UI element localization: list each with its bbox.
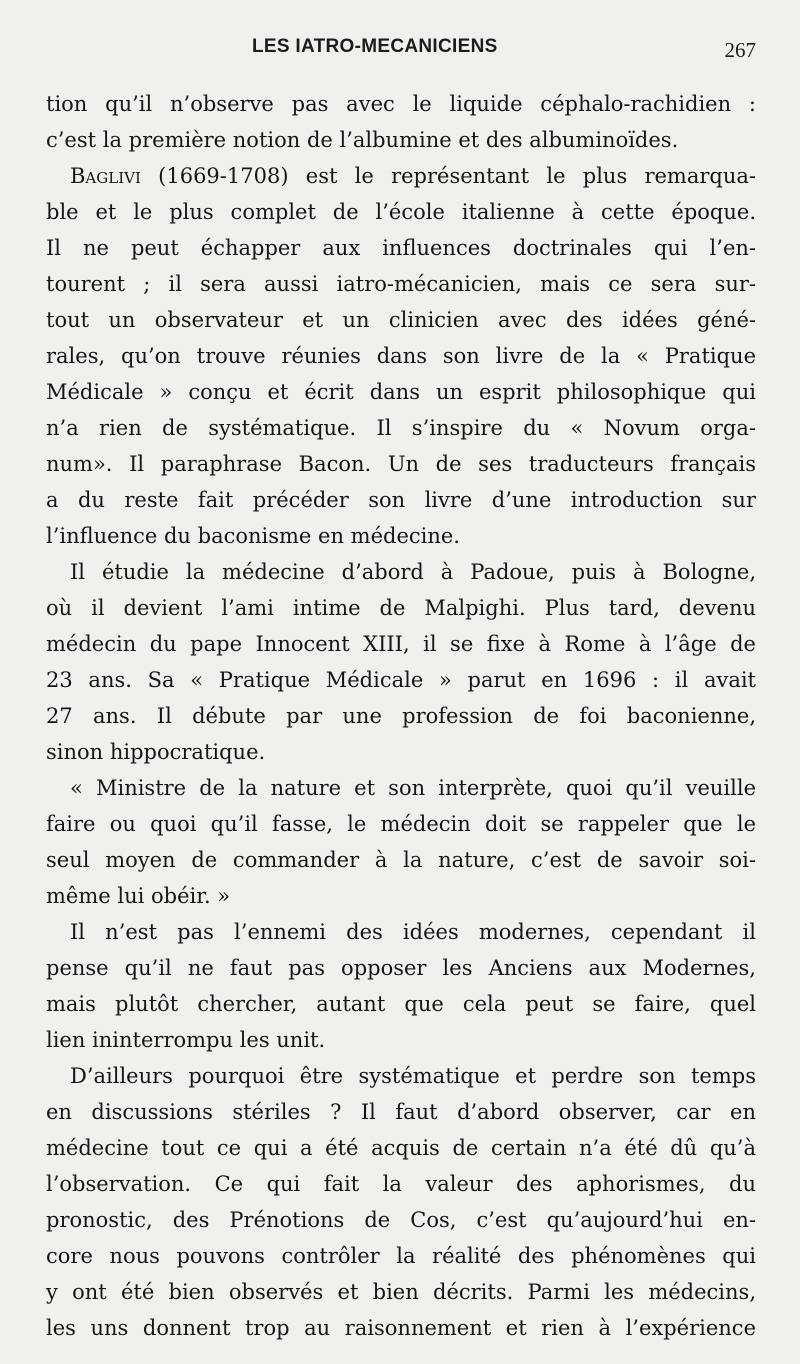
text-line: 23 ans. Sa « Pratique Médicale » parut en 1696 : il avait (46, 668, 756, 692)
text-line: Baglivi (1669-1708) est le représentant le plus remarqua- (70, 164, 756, 188)
text-line: Il ne peut échapper aux influences doctrinales qui l’en- (46, 236, 756, 260)
text-line: tion qu’il n’observe pas avec le liquide céphalo-rachidien : (46, 92, 756, 116)
text-line: Médicale » conçu et écrit dans un esprit philosophique qui (46, 380, 756, 404)
page-number: 267 (724, 38, 756, 62)
text-line: num». Il paraphrase Bacon. Un de ses traducteurs français (46, 452, 756, 476)
text-line: en discussions stériles ? Il faut d’abord observer, car en (46, 1100, 756, 1124)
text-line: même lui obéir. » (46, 884, 231, 908)
author-name: Baglivi (70, 164, 141, 188)
text-line: c’est la première notion de l’albumine et des albuminoïdes. (46, 128, 679, 152)
text-line: les uns donnent trop au raisonnement et rien à l’expérience (46, 1316, 756, 1340)
text-line: Il n’est pas l’ennemi des idées modernes, cependant il (70, 920, 756, 944)
text-line: tout un observateur et un clinicien avec des idées géné- (46, 308, 756, 332)
body-text (46, 86, 756, 1346)
text-line: l’influence du baconisme en médecine. (46, 524, 460, 548)
text-line: où il devient l’ami intime de Malpighi. Plus tard, devenu (46, 596, 756, 620)
text-line: D’ailleurs pourquoi être systématique et perdre son temps (70, 1064, 756, 1088)
page-header (46, 34, 756, 64)
text-line: 27 ans. Il débute par une profession de foi baconienne, (46, 704, 756, 728)
text-line: pronostic, des Prénotions de Cos, c’est qu’aujourd’hui en- (46, 1208, 756, 1232)
text-line: sinon hippocratique. (46, 740, 266, 764)
text-line: faire ou quoi qu’il fasse, le médecin doit se rappeler que le (46, 812, 756, 836)
text-line: core nous pouvons contrôler la réalité des phénomènes qui (46, 1244, 756, 1268)
text-line: ble et le plus complet de l’école italienne à cette époque. (46, 200, 756, 224)
text-line: pense qu’il ne faut pas opposer les Anciens aux Modernes, (46, 956, 756, 980)
text-line: Il étudie la médecine d’abord à Padoue, puis à Bologne, (70, 560, 756, 584)
text-line: n’a rien de systématique. Il s’inspire du « Novum orga- (46, 416, 756, 440)
text-line: seul moyen de commander à la nature, c’est de savoir soi- (46, 848, 756, 872)
running-head: LES IATRO-MECANICIENS (252, 36, 498, 57)
text-line: l’observation. Ce qui fait la valeur des aphorismes, du (46, 1172, 756, 1196)
text-line: tourent ; il sera aussi iatro-mécanicien, mais ce sera sur- (46, 272, 756, 296)
text-line: mais plutôt chercher, autant que cela peut se faire, quel (46, 992, 756, 1016)
text-line: « Ministre de la nature et son interprète, quoi qu’il veuille (70, 776, 756, 800)
text-line: rales, qu’on trouve réunies dans son livre de la « Pratique (46, 344, 756, 368)
text-line: y ont été bien observés et bien décrits. Parmi les médecins, (46, 1280, 756, 1304)
text-line: médecine tout ce qui a été acquis de certain n’a été dû qu’à (46, 1136, 756, 1160)
text-line: médecin du pape Innocent XIII, il se fixe à Rome à l’âge de (46, 632, 756, 656)
text-line: lien ininterrompu les unit. (46, 1028, 326, 1052)
text-line: a du reste fait précéder son livre d’une introduction sur (46, 488, 756, 512)
